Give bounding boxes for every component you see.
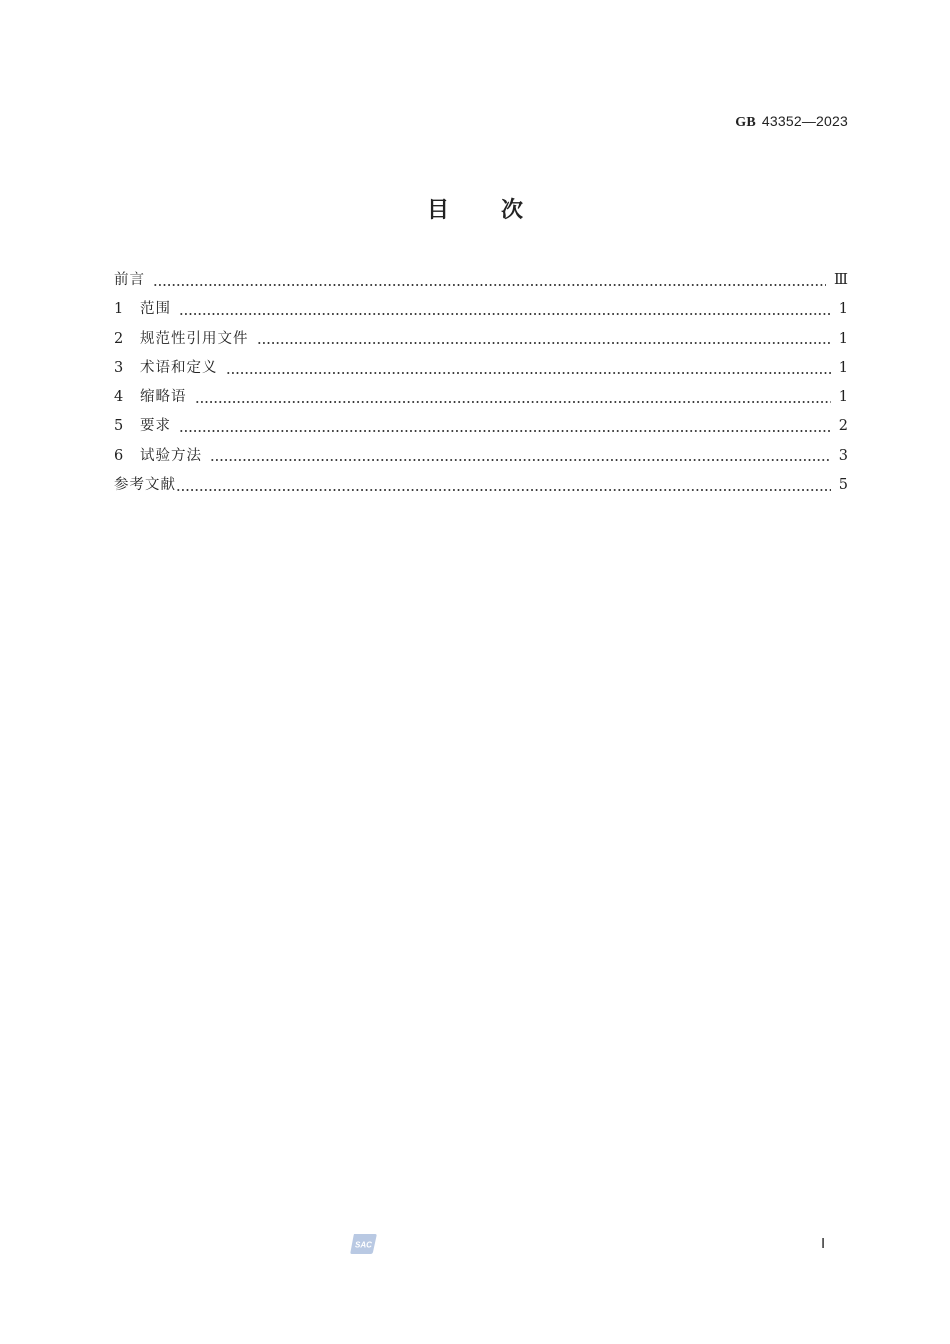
toc-leader-dots	[257, 334, 831, 348]
toc-entry-page: 2	[838, 418, 848, 435]
toc-entry-number: 2	[114, 330, 124, 347]
table-of-contents	[114, 268, 848, 502]
toc-entry-page: 1	[838, 330, 848, 347]
toc-entry-label: 参考文献	[114, 477, 176, 494]
toc-entry-page: 5	[838, 477, 848, 494]
toc-leader-dots	[176, 481, 831, 495]
standard-prefix: GB	[735, 115, 756, 130]
toc-leader-dots	[179, 305, 831, 319]
toc-entry-foreword[interactable]	[114, 268, 848, 297]
toc-entry-label: 规范性引用文件	[140, 330, 249, 347]
toc-entry-terms-definitions[interactable]	[114, 356, 848, 385]
toc-entry-abbreviations[interactable]	[114, 385, 848, 414]
toc-entry-bibliography[interactable]	[114, 473, 848, 502]
toc-entry-page: 1	[838, 301, 848, 318]
page-number: Ⅰ	[821, 1237, 826, 1252]
toc-leader-dots	[210, 451, 831, 465]
standard-code	[735, 113, 848, 131]
toc-entry-page: Ⅲ	[834, 272, 848, 288]
toc-entry-requirements[interactable]	[114, 414, 848, 443]
toc-entry-normative-references[interactable]	[114, 327, 848, 356]
toc-title-char-1: 目	[426, 198, 449, 223]
toc-entry-number: 4	[114, 389, 124, 406]
toc-entry-test-methods[interactable]	[114, 444, 848, 473]
toc-entry-page: 1	[838, 389, 848, 406]
standard-number: 43352—2023	[761, 113, 848, 129]
toc-entry-number: 1	[114, 301, 124, 318]
toc-entry-number: 5	[114, 418, 124, 435]
toc-entry-label: 缩略语	[140, 389, 187, 406]
sac-logo-text: SAC	[355, 1240, 372, 1250]
toc-entry-label: 术语和定义	[140, 359, 218, 376]
toc-entry-label: 试验方法	[140, 447, 202, 464]
toc-leader-dots	[195, 393, 831, 407]
toc-entry-number: 6	[114, 447, 124, 464]
sac-logo-icon	[350, 1233, 377, 1255]
toc-entry-page: 1	[838, 359, 848, 376]
toc-entry-label: 范围	[140, 301, 171, 318]
toc-entry-scope[interactable]	[114, 297, 848, 326]
toc-title-char-2: 次	[501, 198, 524, 223]
toc-entry-label: 要求	[140, 418, 171, 435]
toc-title	[0, 193, 950, 224]
toc-entry-number: 3	[114, 359, 124, 376]
toc-entry-label: 前言	[114, 272, 145, 288]
toc-leader-dots	[179, 422, 831, 436]
toc-entry-page: 3	[838, 447, 848, 464]
toc-leader-dots	[226, 364, 831, 378]
toc-leader-dots	[153, 276, 826, 290]
